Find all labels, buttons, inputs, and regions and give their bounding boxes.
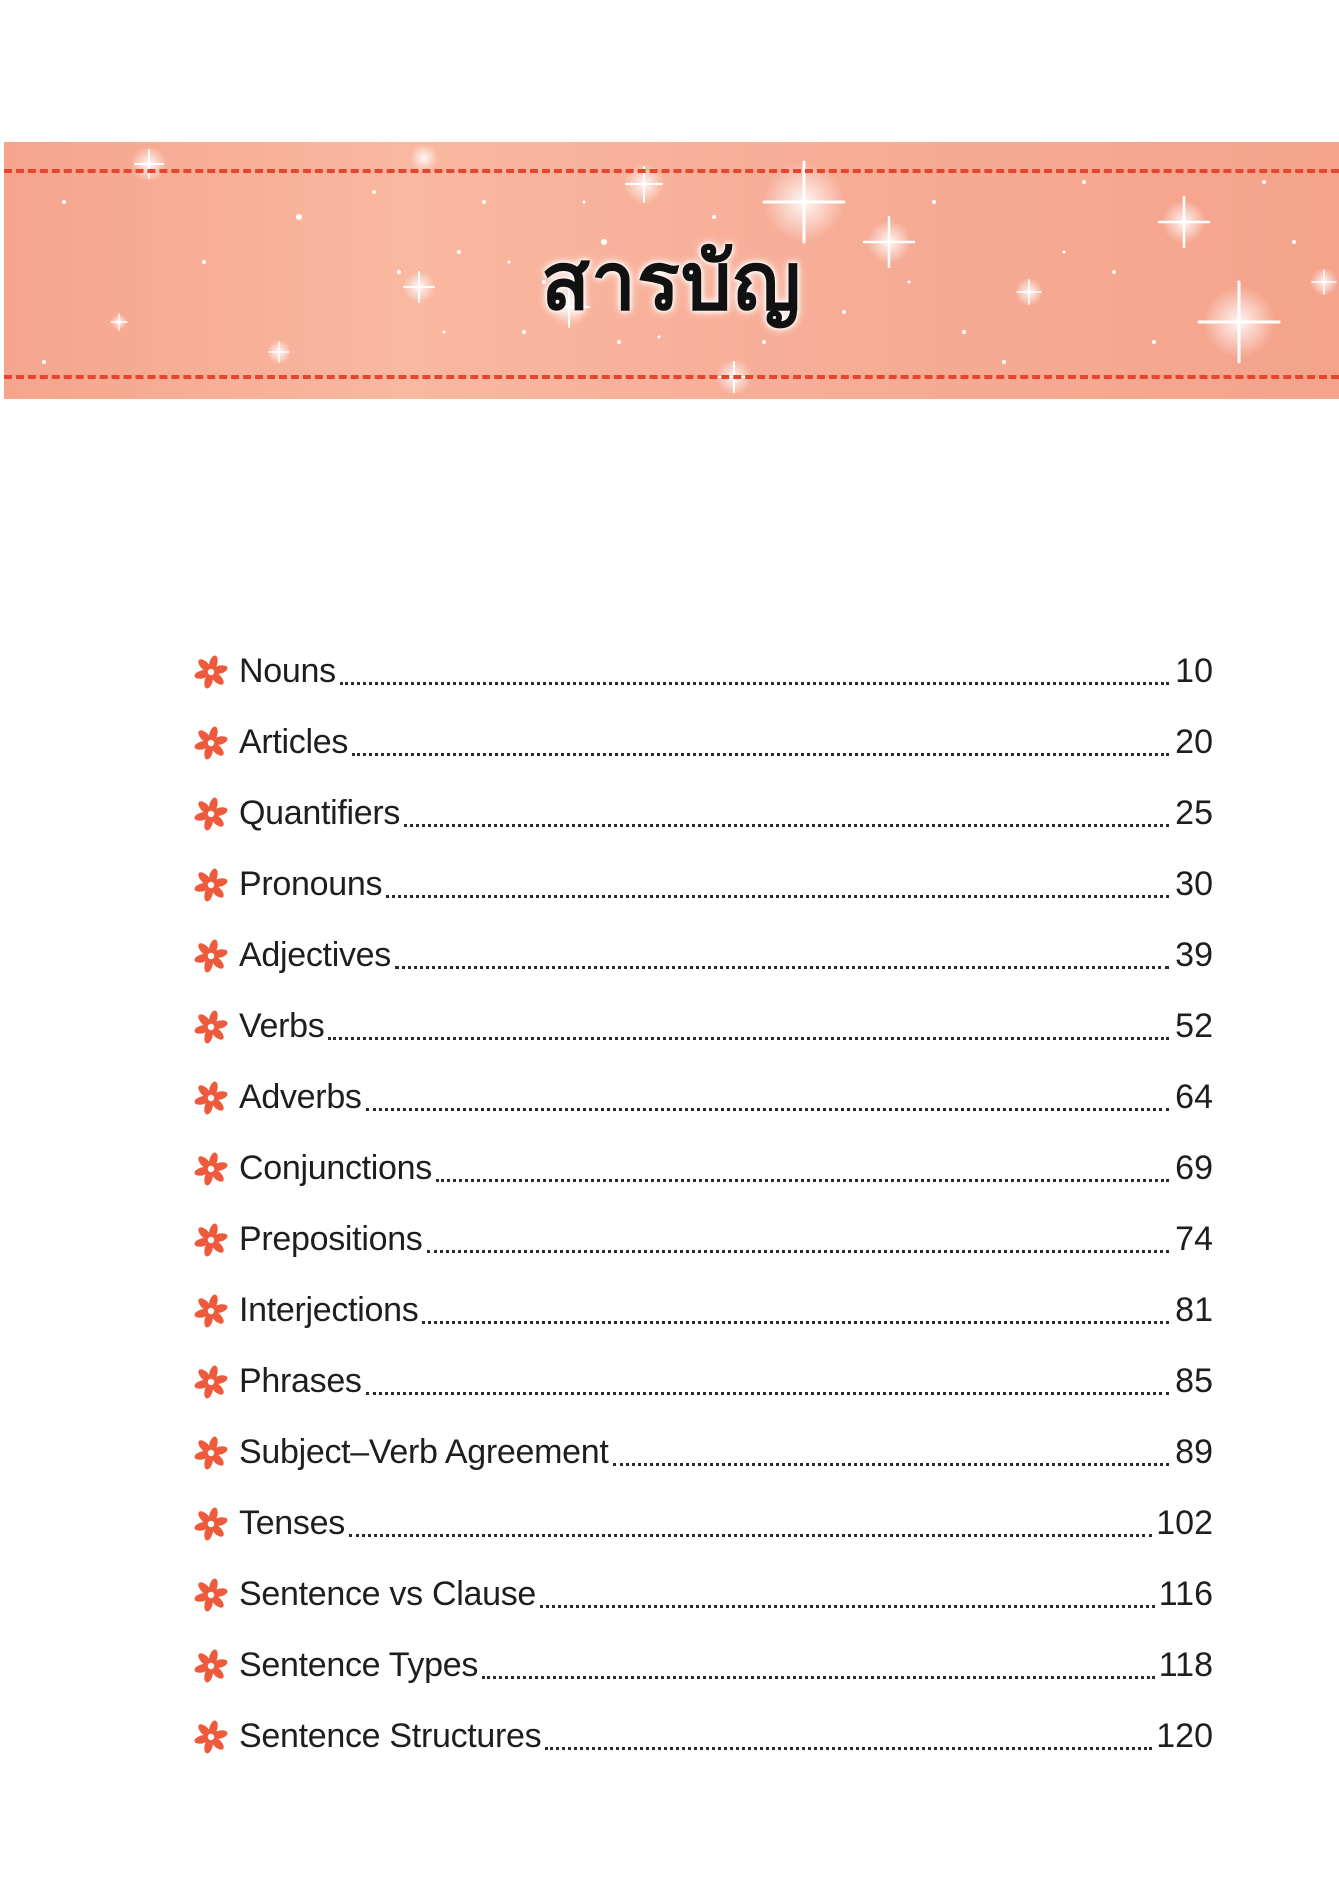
toc-entry-page-number: 102 <box>1156 1504 1213 1542</box>
dot-leader <box>349 1534 1152 1537</box>
toc-entry[interactable] <box>193 1488 1213 1559</box>
dashed-border-top <box>4 169 1339 173</box>
toc-entry[interactable] <box>193 849 1213 920</box>
flower-icon <box>193 1222 229 1258</box>
toc-entry[interactable] <box>193 1133 1213 1204</box>
header-banner <box>4 142 1339 399</box>
toc-entry-label: Verbs <box>239 1007 325 1045</box>
flower-icon <box>193 1080 229 1116</box>
toc-entry-page-number: 52 <box>1175 1007 1213 1045</box>
flower-icon <box>193 1719 229 1755</box>
toc-entry[interactable] <box>193 707 1213 778</box>
toc-entry-label: Nouns <box>239 652 336 690</box>
flower-icon <box>193 1435 229 1471</box>
flower-icon <box>193 1009 229 1045</box>
flower-icon <box>193 654 229 690</box>
toc-entry-label: Articles <box>239 723 349 761</box>
toc-entry-label: Sentence Structures <box>239 1717 542 1755</box>
toc-entry-page-number: 69 <box>1175 1149 1213 1187</box>
dot-leader <box>366 1108 1169 1111</box>
toc-entry[interactable] <box>193 1204 1213 1275</box>
toc-entry-page-number: 89 <box>1175 1433 1213 1471</box>
flower-icon <box>193 1506 229 1542</box>
toc-entry-label: Pronouns <box>239 865 383 903</box>
toc-entry-page-number: 20 <box>1175 723 1213 761</box>
toc-entry[interactable] <box>193 1275 1213 1346</box>
flower-icon <box>193 938 229 974</box>
dot-leader <box>340 682 1169 685</box>
toc-entry-label: Interjections <box>239 1291 419 1329</box>
toc-entry-page-number: 39 <box>1175 936 1213 974</box>
toc-entry[interactable] <box>193 636 1213 707</box>
dot-leader <box>427 1250 1170 1253</box>
dot-leader <box>395 966 1169 969</box>
dot-leader <box>404 824 1169 827</box>
toc-entry[interactable] <box>193 1346 1213 1417</box>
dot-leader <box>352 753 1169 756</box>
flower-icon <box>193 1577 229 1613</box>
toc-entry-page-number: 74 <box>1175 1220 1213 1258</box>
toc-entry-page-number: 25 <box>1175 794 1213 832</box>
toc-entry-page-number: 10 <box>1175 652 1213 690</box>
flower-icon <box>193 1151 229 1187</box>
flower-icon <box>193 725 229 761</box>
toc-entry[interactable] <box>193 1701 1213 1772</box>
toc-entry-page-number: 120 <box>1156 1717 1213 1755</box>
toc-entry[interactable] <box>193 1630 1213 1701</box>
toc-entry-page-number: 116 <box>1158 1575 1213 1613</box>
toc-entry[interactable] <box>193 1062 1213 1133</box>
dot-leader <box>422 1321 1169 1324</box>
toc-entry-label: Tenses <box>239 1504 345 1542</box>
toc-entry-label: Sentence vs Clause <box>239 1575 536 1613</box>
toc-entry[interactable] <box>193 1417 1213 1488</box>
toc-entry[interactable] <box>193 1559 1213 1630</box>
toc-entry[interactable] <box>193 778 1213 849</box>
dot-leader <box>482 1676 1155 1679</box>
page-title: สารบัญ <box>541 235 802 328</box>
flower-icon <box>193 1364 229 1400</box>
dot-leader <box>366 1392 1169 1395</box>
dot-leader <box>436 1179 1169 1182</box>
dot-leader <box>328 1037 1169 1040</box>
flower-icon <box>193 867 229 903</box>
dashed-border-bottom <box>4 375 1339 379</box>
dot-leader <box>613 1463 1169 1466</box>
flower-icon <box>193 1648 229 1684</box>
toc-entry[interactable] <box>193 920 1213 991</box>
toc-entry-page-number: 81 <box>1175 1291 1213 1329</box>
toc-entry[interactable] <box>193 991 1213 1062</box>
toc-entry-page-number: 118 <box>1158 1646 1213 1684</box>
toc-entry-label: Adjectives <box>239 936 391 974</box>
dot-leader <box>545 1747 1152 1750</box>
toc-entry-label: Prepositions <box>239 1220 423 1258</box>
dot-leader <box>540 1605 1155 1608</box>
toc-entry-page-number: 64 <box>1175 1078 1213 1116</box>
flower-icon <box>193 1293 229 1329</box>
toc-entry-page-number: 30 <box>1175 865 1213 903</box>
toc-entry-label: Phrases <box>239 1362 362 1400</box>
toc-entry-label: Adverbs <box>239 1078 362 1116</box>
toc-entry-label: Conjunctions <box>239 1149 432 1187</box>
flower-icon <box>193 796 229 832</box>
dot-leader <box>386 895 1169 898</box>
toc-entry-label: Subject–Verb Agreement <box>239 1433 609 1471</box>
table-of-contents <box>193 636 1213 1772</box>
toc-entry-label: Sentence Types <box>239 1646 479 1684</box>
toc-entry-label: Quantifiers <box>239 794 401 832</box>
toc-entry-page-number: 85 <box>1175 1362 1213 1400</box>
